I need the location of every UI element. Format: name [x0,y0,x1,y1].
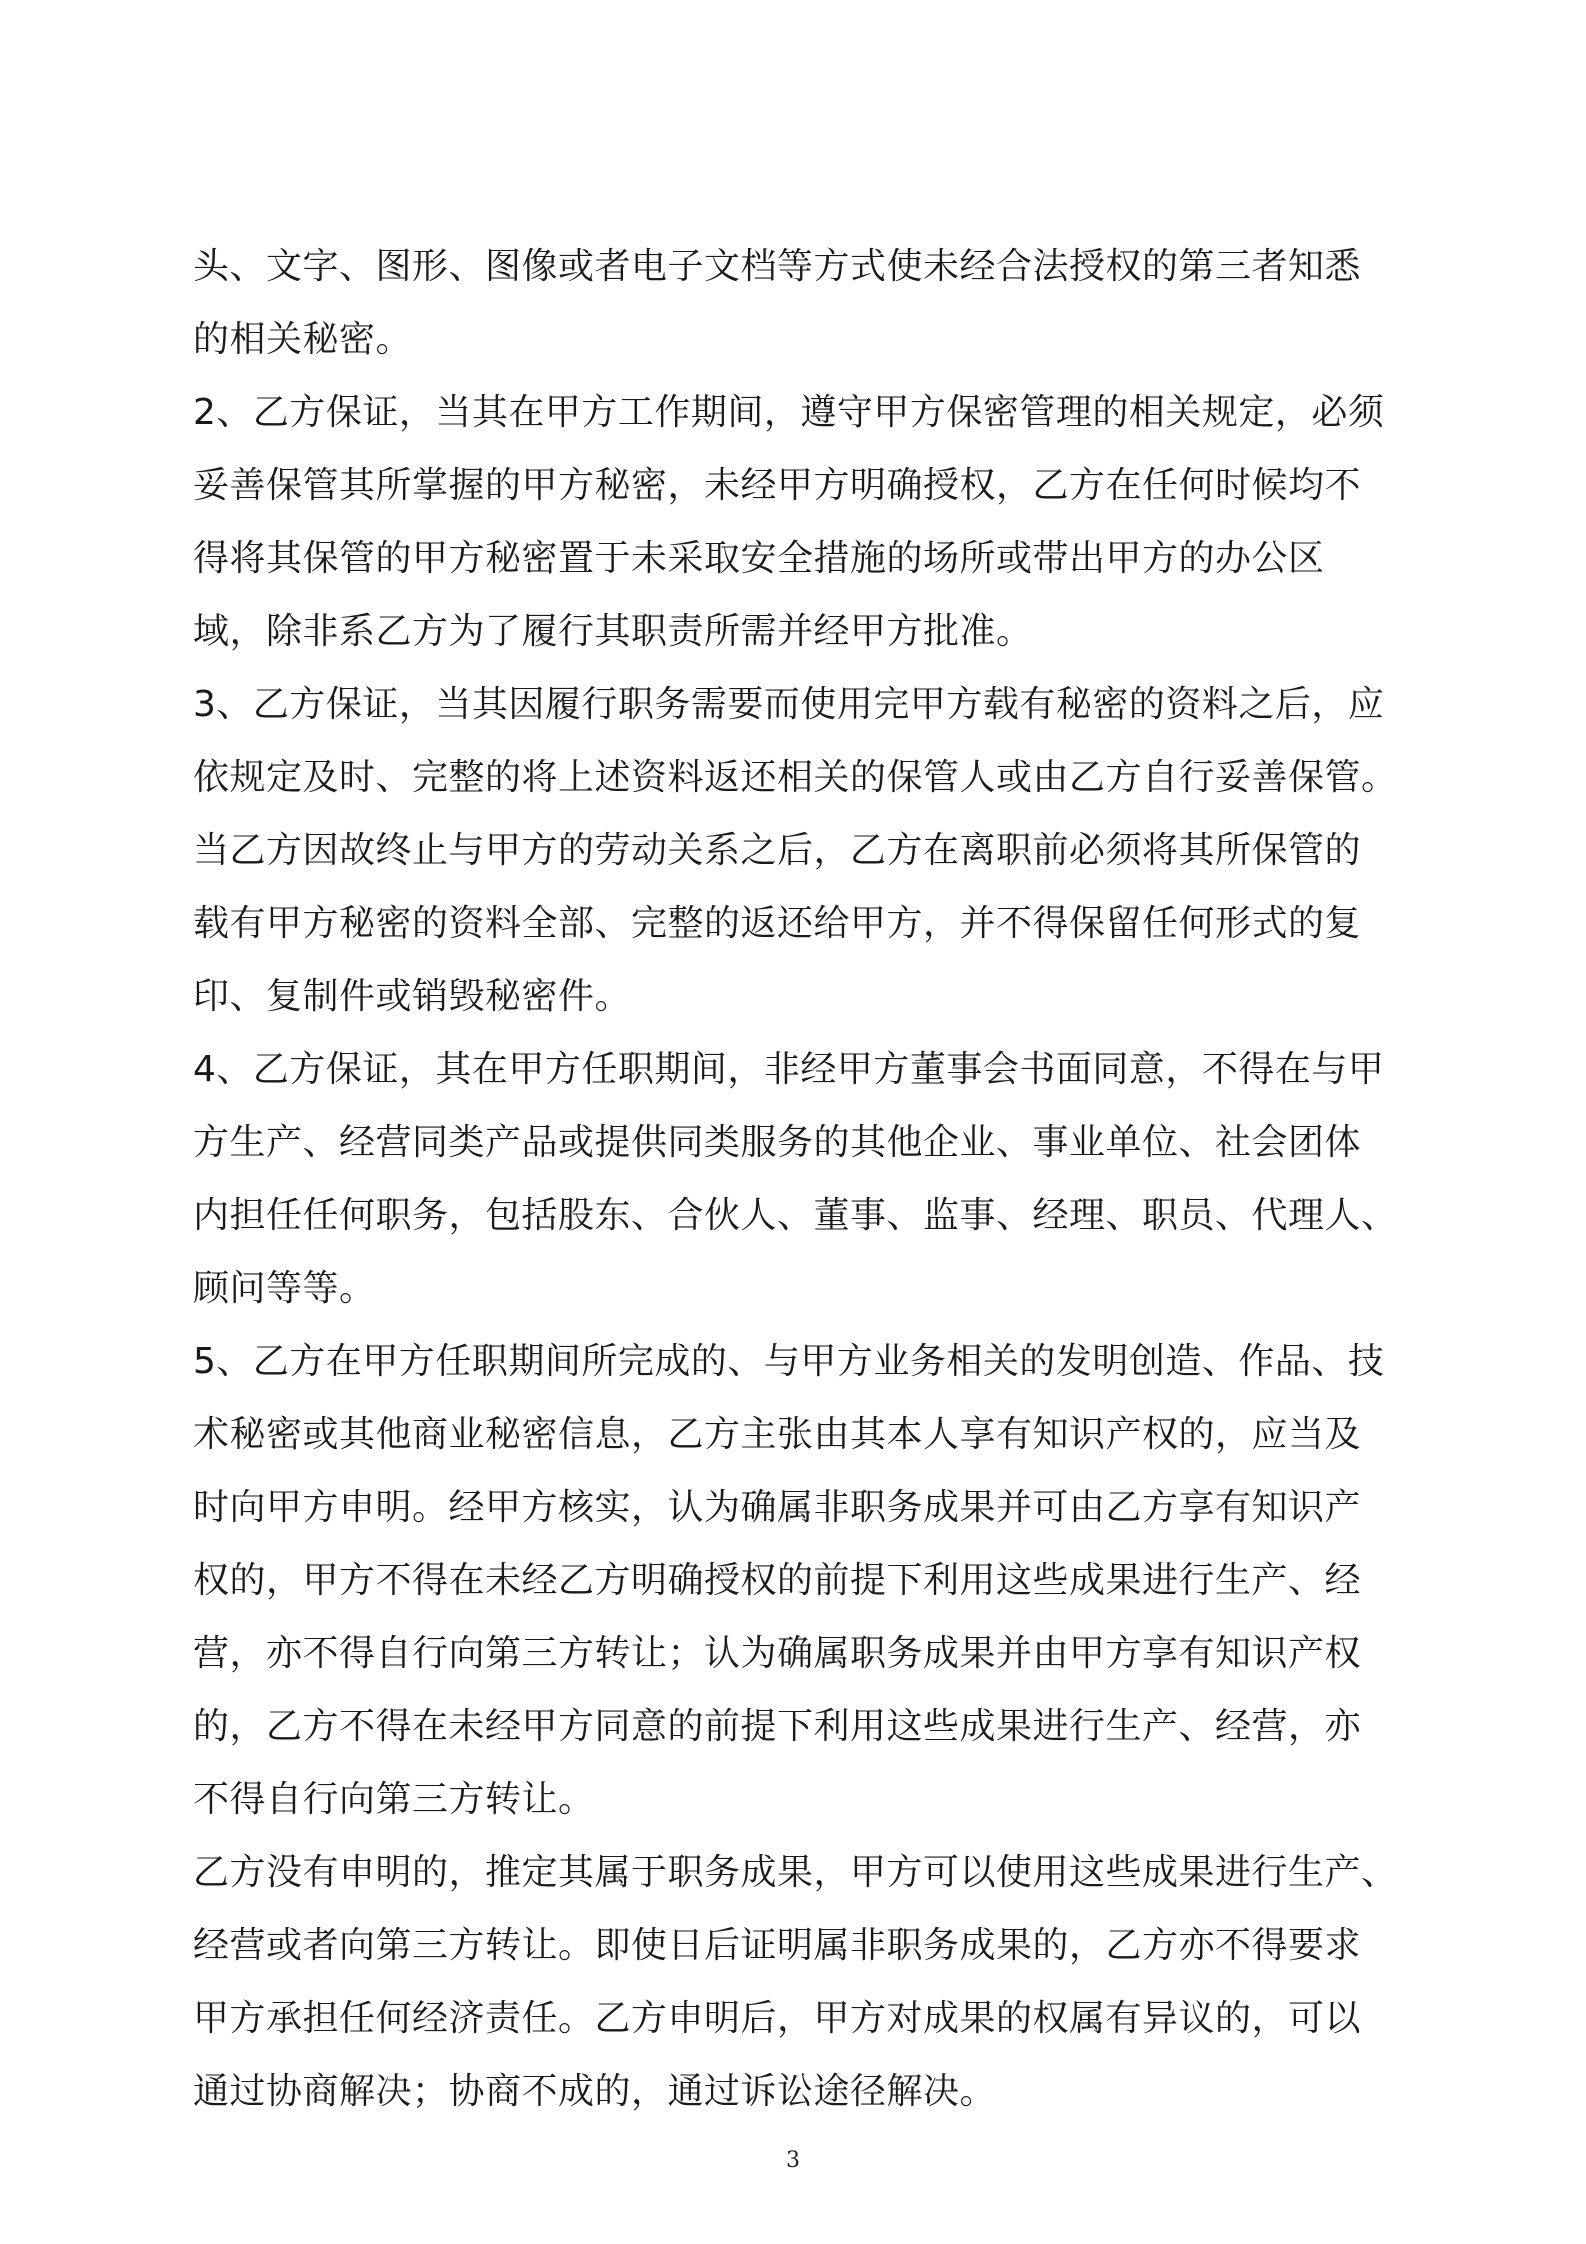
text-line: 经营或者向第三方转让。即使日后证明属非职务成果的，乙方亦不得要求 [193,1925,1362,1966]
text-line: 术秘密或其他商业秘密信息，乙方主张由其本人享有知识产权的，应当及 [193,1414,1362,1455]
text-line: 方生产、经营同类产品或提供同类服务的其他企业、事业单位、社会团体 [193,1122,1362,1163]
text-line: 通过协商解决；协商不成的，通过诉讼途径解决。 [193,2071,997,2112]
text-line: 头、文字、图形、图像或者电子文档等方式使未经合法授权的第三者知悉 [193,246,1362,287]
text-line: 域，除非系乙方为了履行其职责所需并经甲方批准。 [193,611,1033,652]
text-line: 4、乙方保证，其在甲方任职期间，非经甲方董事会书面同意，不得在与甲 [193,1049,1385,1090]
text-line: 3、乙方保证，当其因履行职务需要而使用完甲方载有秘密的资料之后，应 [193,684,1385,725]
text-line: 得将其保管的甲方秘密置于未采取安全措施的场所或带出甲方的办公区 [193,538,1325,579]
text-line: 营，亦不得自行向第三方转让；认为确属职务成果并由甲方享有知识产权 [193,1633,1362,1674]
text-line: 内担任任何职务，包括股东、合伙人、董事、监事、经理、职员、代理人、 [193,1195,1398,1236]
page-number: 3 [786,2148,800,2173]
text-line: 的，乙方不得在未经甲方同意的前提下利用这些成果进行生产、经营，亦 [193,1706,1362,1747]
text-line: 印、复制件或销毁秘密件。 [193,976,632,1017]
text-line: 甲方承担任何经济责任。乙方申明后，甲方对成果的权属有异议的，可以 [193,1998,1362,2039]
text-line: 的相关秘密。 [193,319,413,360]
text-line: 乙方没有申明的，推定其属于职务成果，甲方可以使用这些成果进行生产、 [193,1852,1398,1893]
text-line: 依规定及时、完整的将上述资料返还相关的保管人或由乙方自行妥善保管。 [193,757,1398,798]
text-line: 2、乙方保证，当其在甲方工作期间，遵守甲方保密管理的相关规定，必须 [193,392,1385,433]
document-body [193,230,1398,2128]
text-line: 当乙方因故终止与甲方的劳动关系之后，乙方在离职前必须将其所保管的 [193,830,1362,871]
text-line: 载有甲方秘密的资料全部、完整的返还给甲方，并不得保留任何形式的复 [193,903,1362,944]
text-line: 时向甲方申明。经甲方核实，认为确属非职务成果并可由乙方享有知识产 [193,1487,1362,1528]
text-line: 顾问等等。 [193,1268,376,1309]
text-line: 不得自行向第三方转让。 [193,1779,595,1820]
text-line: 5、乙方在甲方任职期间所完成的、与甲方业务相关的发明创造、作品、技 [193,1341,1385,1382]
text-line: 妥善保管其所掌握的甲方秘密，未经甲方明确授权，乙方在任何时候均不 [193,465,1362,506]
text-line: 权的，甲方不得在未经乙方明确授权的前提下利用这些成果进行生产、经 [193,1560,1362,1601]
